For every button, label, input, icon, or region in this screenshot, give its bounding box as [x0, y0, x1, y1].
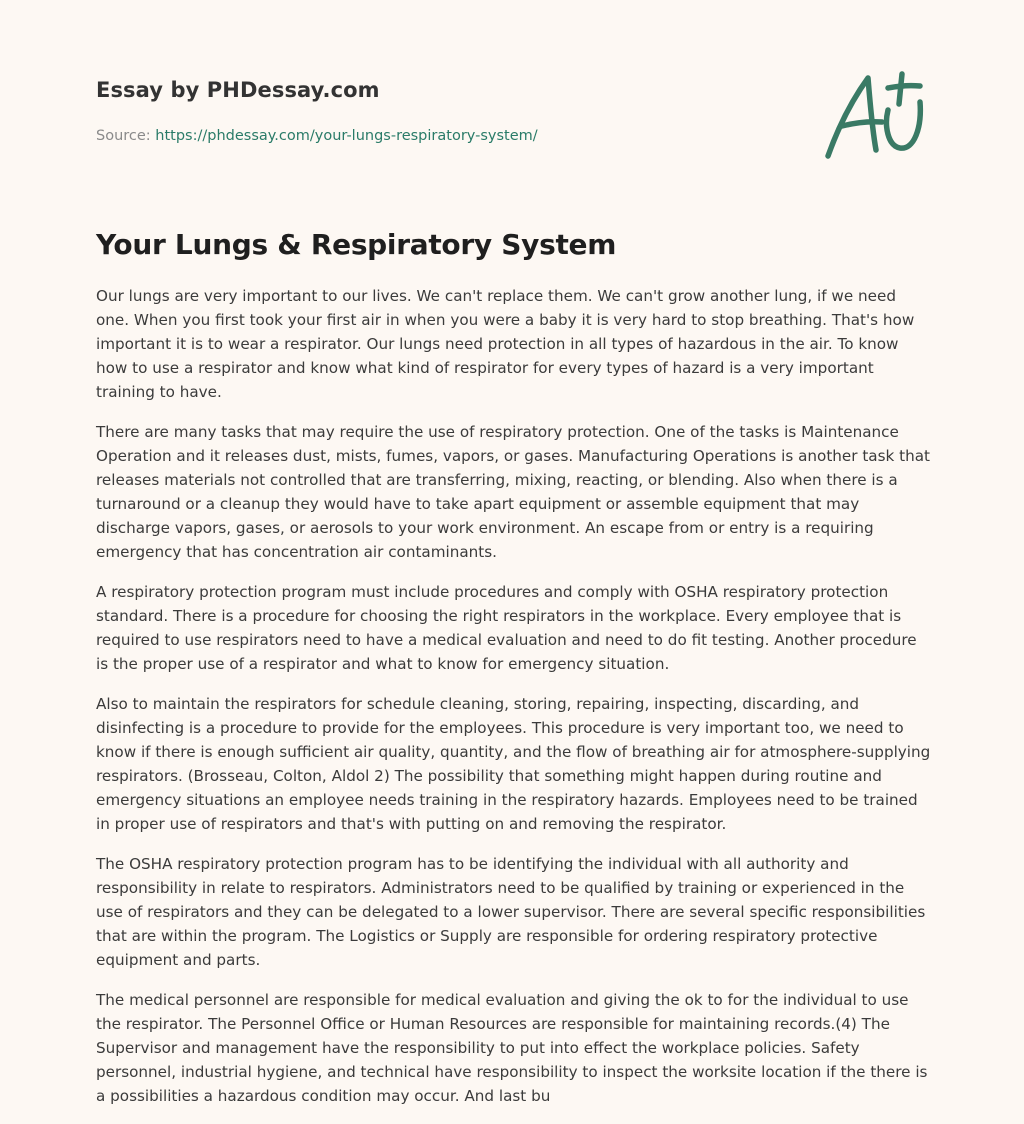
essay-body [96, 284, 932, 1124]
source-line [96, 126, 656, 146]
essay-paragraph: Also to maintain the respirators for schedule cleaning, storing, repairing, inspecting, discarding, and disinfecting is a procedure to provide for the employees. This procedure is very important too, we need to know if there is enough sufficient air quality, quantity, and the flow of breathing air for atmosphere-supplying respirators. (Brosseau, Colton, Aldol 2) The possibility that something might happen during routine and emergency situations an employee needs training in the respiratory hazards. Employees need to be trained in proper use of respirators and that's with putting on and removing the respirator. [96, 695, 931, 833]
source-label: Source: [96, 128, 156, 144]
essay-paragraph: There are many tasks that may require the use of respiratory protection. One of the tasks is Maintenance Operation and it releases dust, mists, fumes, vapors, or gases. Manufacturing Operations is another task that releases materials not controlled that are transferring, mixing, reacting, or blending. Also when there is a turnaround or a cleanup they would have to take apart equipment or assemble equipment that may discharge vapors, gases, or aerosols to your work environment. An escape from or entry is a requiring emergency that has concentration air contaminants. [96, 423, 930, 561]
a-plus-logo-icon [818, 66, 934, 170]
essay-paragraph: Our lungs are very important to our lives. We can't replace them. We can't grow another lung, if we need one. When you first took your first air in when you were a baby it is very hard to stop breathing. That's how important it is to wear a respirator. Our lungs need protection in all types of hazardous in the air. To know how to use a respirator and know what kind of respirator for every types of hazard is a very important training to have. [96, 287, 915, 401]
essay-title: Your Lungs & Respiratory System [96, 228, 617, 261]
essay-paragraph: A respiratory protection program must include procedures and comply with OSHA respiratory protection standard. There is a procedure for choosing the right respirators in the workplace. Every employee that is required to use respirators need to have a medical evaluation and need to do fit testing. Another procedure is the proper use of a respirator and what to know for emergency situation. [96, 583, 917, 673]
brand-title: Essay by PHDessay.com [96, 78, 380, 102]
essay-paragraph: The OSHA respiratory protection program has to be identifying the individual with all authority and responsibility in relate to respirators. Administrators need to be qualified by training or experienced in the use of respirators and they can be delegated to a lower supervisor. There are several specific responsibilities that are within the program. The Logistics or Supply are responsible for ordering respiratory protective equipment and parts. [96, 855, 926, 969]
source-link[interactable]: https://phdessay.com/your-lungs-respiratory-system/ [155, 128, 538, 144]
essay-paragraph: The medical personnel are responsible for medical evaluation and giving the ok to for the individual to use the respirator. The Personnel Office or Human Resources are responsible for maintaining records.(4) The Supervisor and management have the responsibility to put into effect the workplace policies. Safety personnel, industrial hygiene, and technical have responsibility to inspect the worksite location if the there is a possibilities a hazardous condition may occur. And last bu [96, 991, 928, 1105]
page-header [96, 76, 656, 146]
